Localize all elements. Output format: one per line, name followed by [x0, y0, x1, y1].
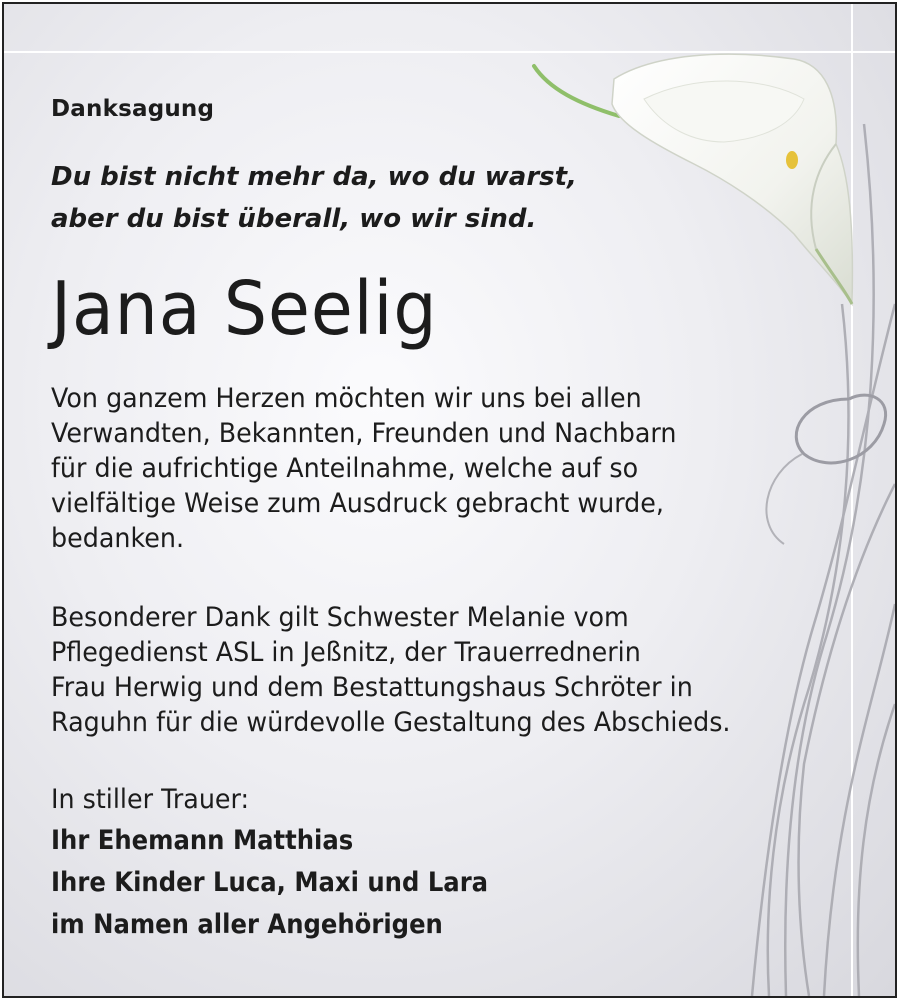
paragraph-line: Raguhn für die würdevolle Gestaltung des Abschieds. [51, 707, 731, 738]
signature-line: Ihre Kinder Luca, Maxi und Lara [51, 867, 489, 898]
quote-line: Du bist nicht mehr da, wo du warst, [51, 162, 577, 192]
paragraph-line: vielfältige Weise zum Ausdruck gebracht wurde, [51, 488, 664, 519]
memorial-quote [51, 156, 577, 240]
quote-line: aber du bist überall, wo wir sind. [51, 204, 537, 234]
paragraph-line: für die aufrichtige Anteilnahme, welche auf so [51, 453, 639, 484]
paragraph-line: Verwandten, Bekannten, Freunden und Nachbarn [51, 418, 677, 449]
obituary-notice [2, 2, 897, 998]
special-thanks-paragraph [51, 600, 731, 740]
heading: Danksagung [51, 96, 215, 122]
paragraph-line: Von ganzem Herzen möchten wir uns bei allen [51, 383, 642, 414]
deceased-name: Jana Seelig [51, 266, 438, 352]
paragraph-line: bedanken. [51, 523, 185, 554]
mourning-intro-text: In stiller Trauer: [51, 784, 250, 815]
signature-line: Ihr Ehemann Matthias [51, 825, 354, 856]
mourning-intro [51, 782, 249, 817]
paragraph-line: Besonderer Dank gilt Schwester Melanie vom [51, 602, 629, 633]
signatures [51, 820, 488, 946]
signature-line: im Namen aller Angehörigen [51, 909, 443, 940]
thanks-paragraph [51, 381, 676, 556]
paragraph-line: Frau Herwig und dem Bestattungshaus Schröter in [51, 672, 693, 703]
paragraph-line: Pflegedienst ASL in Jeßnitz, der Trauerrednerin [51, 637, 641, 668]
